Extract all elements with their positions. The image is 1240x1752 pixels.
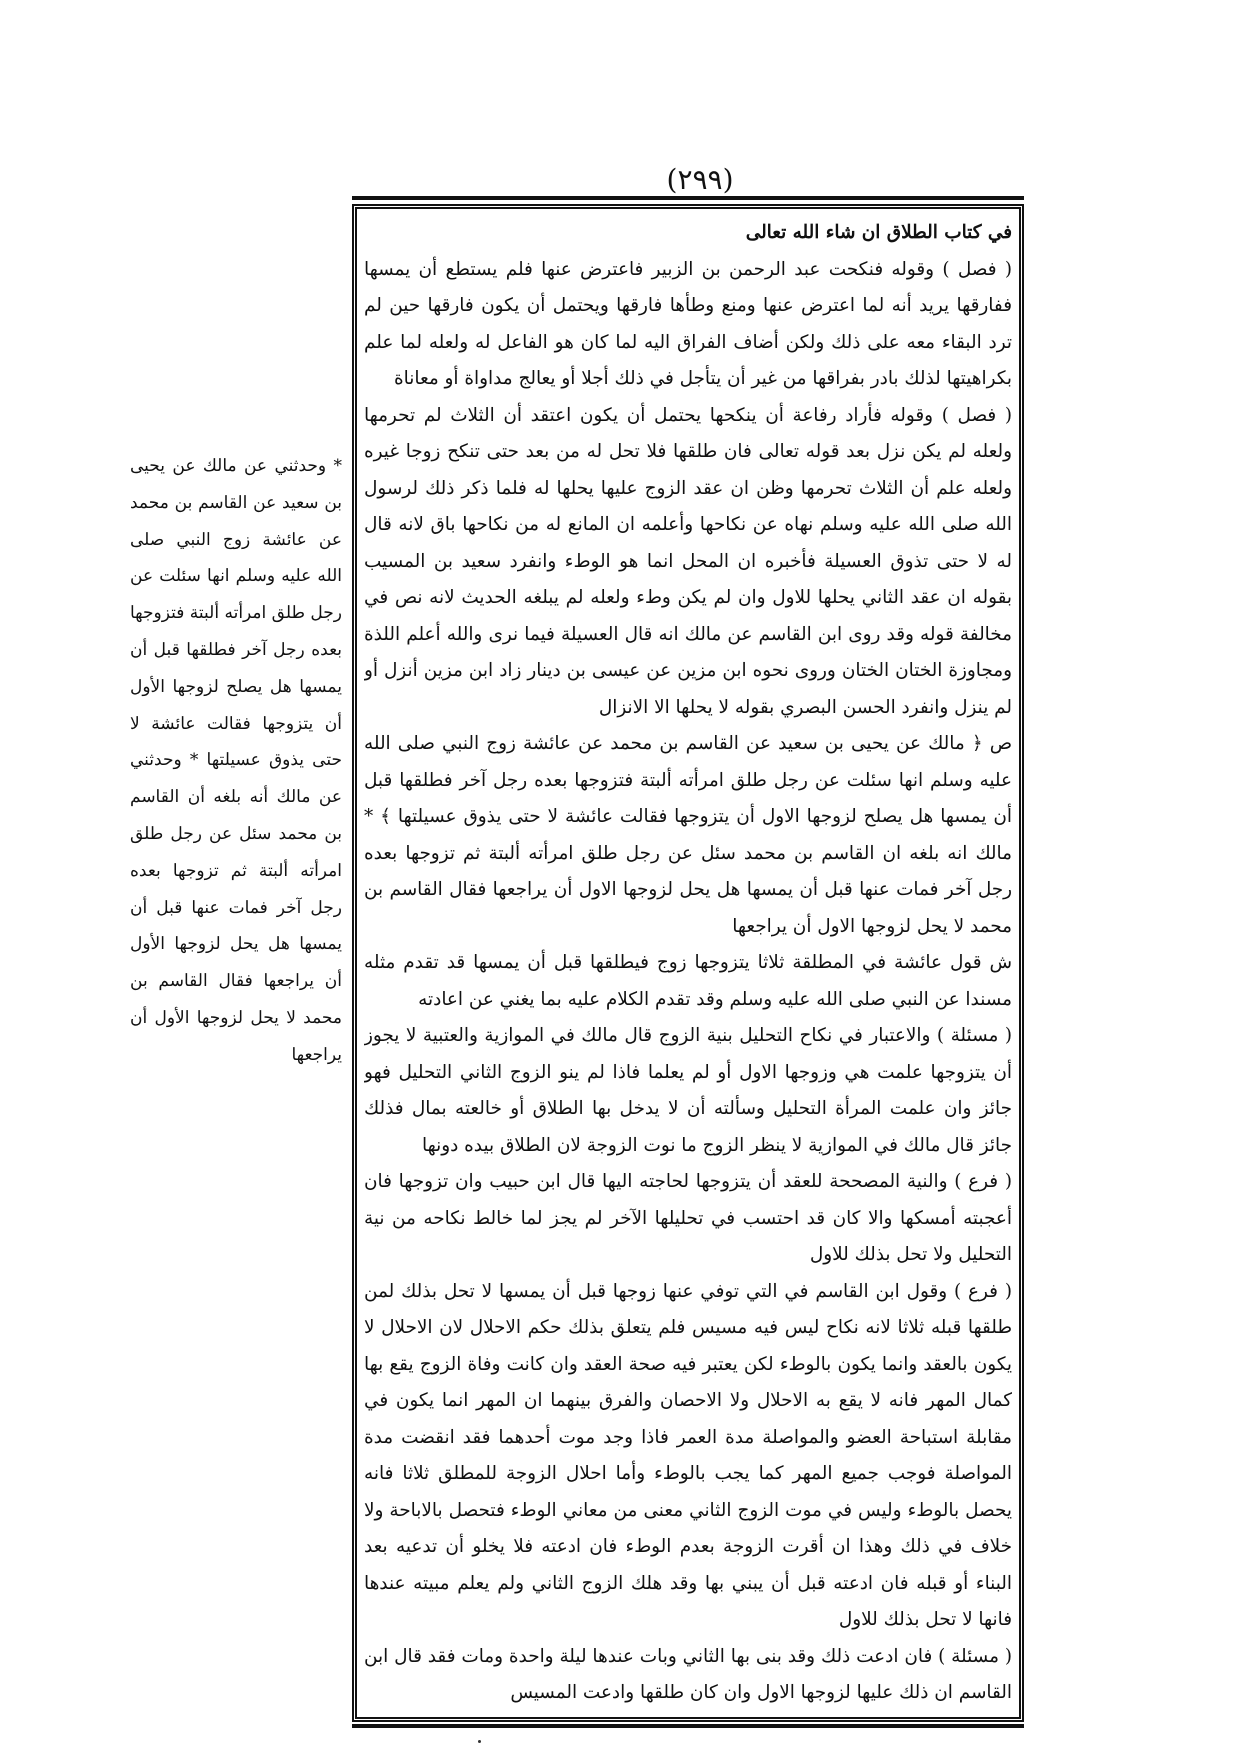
main-paragraph: ( فرع ) وقول ابن القاسم في التي توفي عنها زوجها قبل أن يمسها لا تحل بذلك لمن طلقها قبله ثلاثا لانه نكاح ليس فيه مسيس فلم يتعلق بذلك حكم الاحلال لان الاحلال لا يكون بالعقد وانما يكون بالوطء لكن يعتبر فيه صحة العقد وان كانت وفاة الزوج يقع بها كمال المهر فانه لا يقع به الاحلال ولا الاحصان والفرق بينهما ان المهر انما يكون في مقابلة استباحة العضو والمواصلة مدة العمر فاذا وجد موت أحدهما فقد انقضت مدة المواصلة فوجب جميع المهر كما يجب بالوطء وأما احلال الزوجة للمطلق ثلاثا فانه يحصل بالوطء وليس في موت الزوج الثاني معنى من معاني الوطء فتحصل بالاباحة ولا خلاف في ذلك وهذا ان أقرت الزوجة بعدم الوطء فان ادعته فلا يخلو أن تدعيه بعد البناء أو قبله فان ادعته قبل أن يبني بها وقد هلك الزوج الثاني ولم يعلم مبيته عندها فانها لا تحل بذلك للاول [364,1280,1012,1630]
page-number: (٢٩٩) [666,163,734,196]
frame-bottom-rule [352,1724,1024,1728]
main-text-block [364,215,1012,1715]
main-title-line: في كتاب الطلاق ان شاء الله تعالى [745,222,1012,243]
main-paragraph: ص ﴿ مالك عن يحيى بن سعيد عن القاسم بن محمد عن عائشة زوج النبي صلى الله عليه وسلم انها سئلت عن رجل طلق امرأته ألبتة فتزوجها بعده رجل آخر فطلقها قبل أن يمسها هل يصلح لزوجها الاول أن يتزوجها فقالت عائشة لا حتى يذوق عسيلتها ﴾ * مالك انه بلغه ان القاسم بن محمد سئل عن رجل طلق امرأته ألبتة ثم تزوجها بعده رجل آخر فمات عنها قبل أن يمسها هل يحل لزوجها الاول أن يراجعها فقال القاسم بن محمد لا يحل لزوجها الاول أن يراجعها [364,733,1012,937]
stray-dot-mark [478,1740,481,1743]
frame-top-rule [352,196,1024,200]
main-paragraph: ش قول عائشة في المطلقة ثلاثا يتزوجها زوج فيطلقها قبل أن يمسها قد تقدم مثله مسندا عن النبي صلى الله عليه وسلم وقد تقدم الكلام عليه بما يغني عن اعادته [364,952,1012,1010]
main-paragraph: ( فرع ) والنية المصححة للعقد أن يتزوجها لحاجته اليها قال ابن حبيب وان تزوجها فان أعجبته أمسكها والا كان قد احتسب في تحليلها الآخر لم يجز لما خالط نكاحه من نية التحليل ولا تحل بذلك للاول [364,1171,1012,1265]
margin-paragraph: * وحدثني عن مالك عن يحيى بن سعيد عن القاسم بن محمد عن عائشة زوج النبي صلى الله عليه وسلم انها سئلت عن رجل طلق امرأته ألبتة فتزوجها بعده رجل آخر فطلقها قبل أن يمسها هل يصلح لزوجها الأول أن يتزوجها فقالت عائشة لا حتى يذوق عسيلتها * وحدثني عن مالك أنه بلغه أن القاسم بن محمد سئل عن رجل طلق امرأته ألبتة ثم تزوجها بعده رجل آخر فمات عنها قبل أن يمسها هل يحل لزوجها الأول أن يراجعها فقال القاسم بن محمد لا يحل لزوجها الأول أن يراجعها [130,456,342,1065]
main-paragraph: ( فصل ) وقوله فأراد رفاعة أن ينكحها يحتمل أن يكون اعتقد أن الثلاث لم تحرمها ولعله لم يكن نزل بعد قوله تعالى فان طلقها فلا تحل له من بعد حتى تنكح زوجا غيره ولعله علم أن الثلاث تحرمها وظن ان عقد الزوج عليها يحلها له فلما ذكر ذلك لرسول الله صلى الله عليه وسلم نهاه عن نكاحها وأعلمه ان المانع له من نكاحها باق لانه قال له لا حتى تذوق العسيلة فأخبره ان المحل انما هو الوطء وانفرد سعيد بن المسيب بقوله ان عقد الثاني يحلها للاول وان لم يكن وطء ولعله لم يبلغه الحديث لانه نص في مخالفة قوله وقد روى ابن القاسم عن مالك انه قال العسيلة فيما نرى والله أعلم اللذة ومجاوزة الختان الختان وروى نحوه ابن مزين عن عيسى بن دينار زاد ابن مزين أنزل أو لم ينزل وانفرد الحسن البصري بقوله لا يحلها الا الانزال [364,404,1012,718]
main-paragraph: ( مسئلة ) فان ادعت ذلك وقد بنى بها الثاني وبات عندها ليلة واحدة ومات فقد قال ابن القاسم ان ذلك عليها لزوجها الاول وان كان طلقها وادعت المسيس [364,1645,1012,1703]
main-paragraph: ( فصل ) وقوله فنكحت عبد الرحمن بن الزبير فاعترض عنها فلم يستطع أن يمسها ففارقها يريد أنه لما اعترض عنها ومنع وطأها فارقها ويحتمل أن يكون فارقها حين لم ترد البقاء معه على ذلك ولكن أضاف الفراق اليه لما كان هو الفاعل له ولعله لما علم بكراهيتها لذلك بادر بفراقها من غير أن يتأجل في ذلك أجلا أو يعالج مداواة أو معاناة [364,258,1012,389]
main-paragraph: ( مسئلة ) والاعتبار في نكاح التحليل بنية الزوج قال مالك في الموازية والعتبية لا يجوز أن يتزوجها علمت هي وزوجها الاول أو لم يعلما فاذا لم ينو الزوج الثاني التحليل فهو جائز وان علمت المرأة التحليل وسألته أن لا يدخل بها الطلاق أو خالعته بمال فذلك جائز قال مالك في الموازية لا ينظر الزوج ما نوت الزوجة لان الطلاق بيده دونها [364,1025,1012,1156]
margin-text-block [130,448,342,1288]
